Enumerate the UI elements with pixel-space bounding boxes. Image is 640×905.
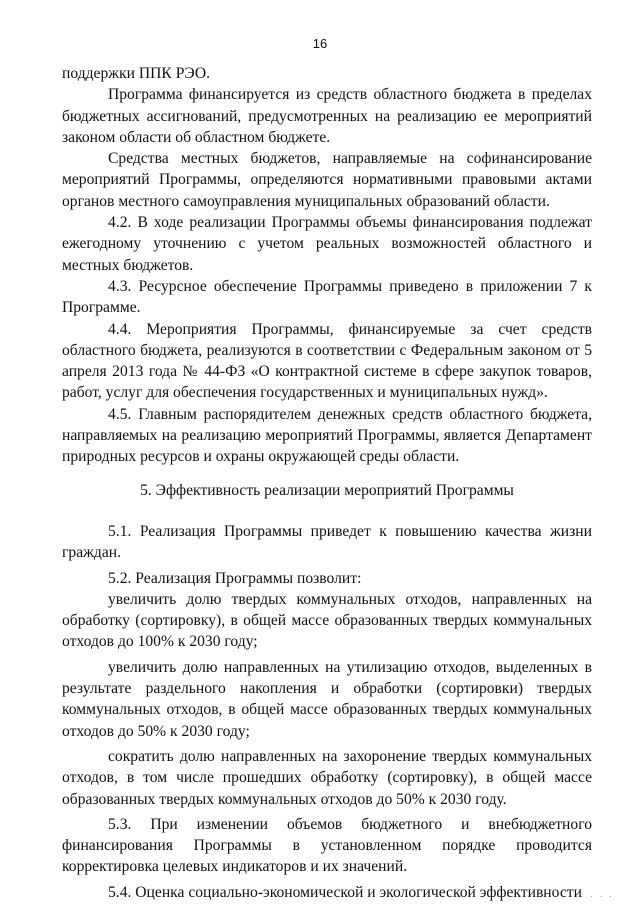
document-body [62,63,592,903]
paragraph-4-2: 4.2. В ходе реализации Программы объемы финансирования подлежат ежегодному уточнению с учетом реальных возможностей областного и местных бюджетов. [62,214,592,274]
paragraph-continuation: поддержки ППК РЭО. [62,65,211,82]
list-item-processing-share: увеличить долю твердых коммунальных отходов, направленных на обработку (сортировку), в общей массе образованных твердых коммунальных отходов до 100% к 2030 году; [62,590,592,651]
paragraph-5-1: 5.1. Реализация Программы приведет к повышению качества жизни граждан. [62,522,592,562]
page-number: 16 [312,36,328,51]
paragraph-4-4: 4.4. Мероприятия Программы, финансируемые за счет средств областного бюджета, реализуются в соответствии с Федеральным законом от 5 апреля 2013 года № 44-ФЗ «О контрактной системе в сфере закупок товаров, работ, услуг для обеспечения государственных и муниципальных нужд». [62,320,592,402]
paragraph-5-2: 5.2. Реализация Программы позволит: [108,569,362,587]
list-item-landfill-share: сократить долю направленных на захоронение твердых коммунальных отходов, в том числе прошедших обработку (сортировку), в общей массе образованных твердых коммунальных отходов до 50% к 2030 году. [62,747,592,808]
paragraph-funding-source: Программа финансируется из средств областного бюджета в пределах бюджетных ассигнований, предусмотренных на реализацию ее мероприятий законом области об областном бюджете. [62,86,592,146]
section-heading: 5. Эффективность реализации мероприятий Программы [140,481,514,499]
list-item-utilization-share: увеличить долю направленных на утилизацию отходов, выделенных в результате раздельного накопления и обработки (сортировки) твердых коммунальных отходов, в общей массе образованных твердых коммунальных отходов до 50% к 2030 году; [62,658,592,740]
paragraph-local-budgets: Средства местных бюджетов, направляемые на софинансирование мероприятий Программы, определяются нормативными правовыми актами органов местного самоуправления муниципальных образований области. [62,150,592,210]
paragraph-5-4: 5.4. Оценка социально-экономической и экологической эффективности [108,883,582,901]
paragraph-5-3: 5.3. При изменении объемов бюджетного и внебюджетного финансирования Программы в установленном порядке проводится корректировка целевых индикаторов и их значений. [62,815,592,876]
paragraph-4-3: 4.3. Ресурсное обеспечение Программы приведено в приложении 7 к Программе. [62,277,592,317]
scan-corner-mark: · · · · [580,891,614,901]
paragraph-4-5: 4.5. Главным распорядителем денежных средств областного бюджета, направляемых на реализацию мероприятий Программы, является Департамент природных ресурсов и охраны окружающей среды области. [62,405,592,466]
